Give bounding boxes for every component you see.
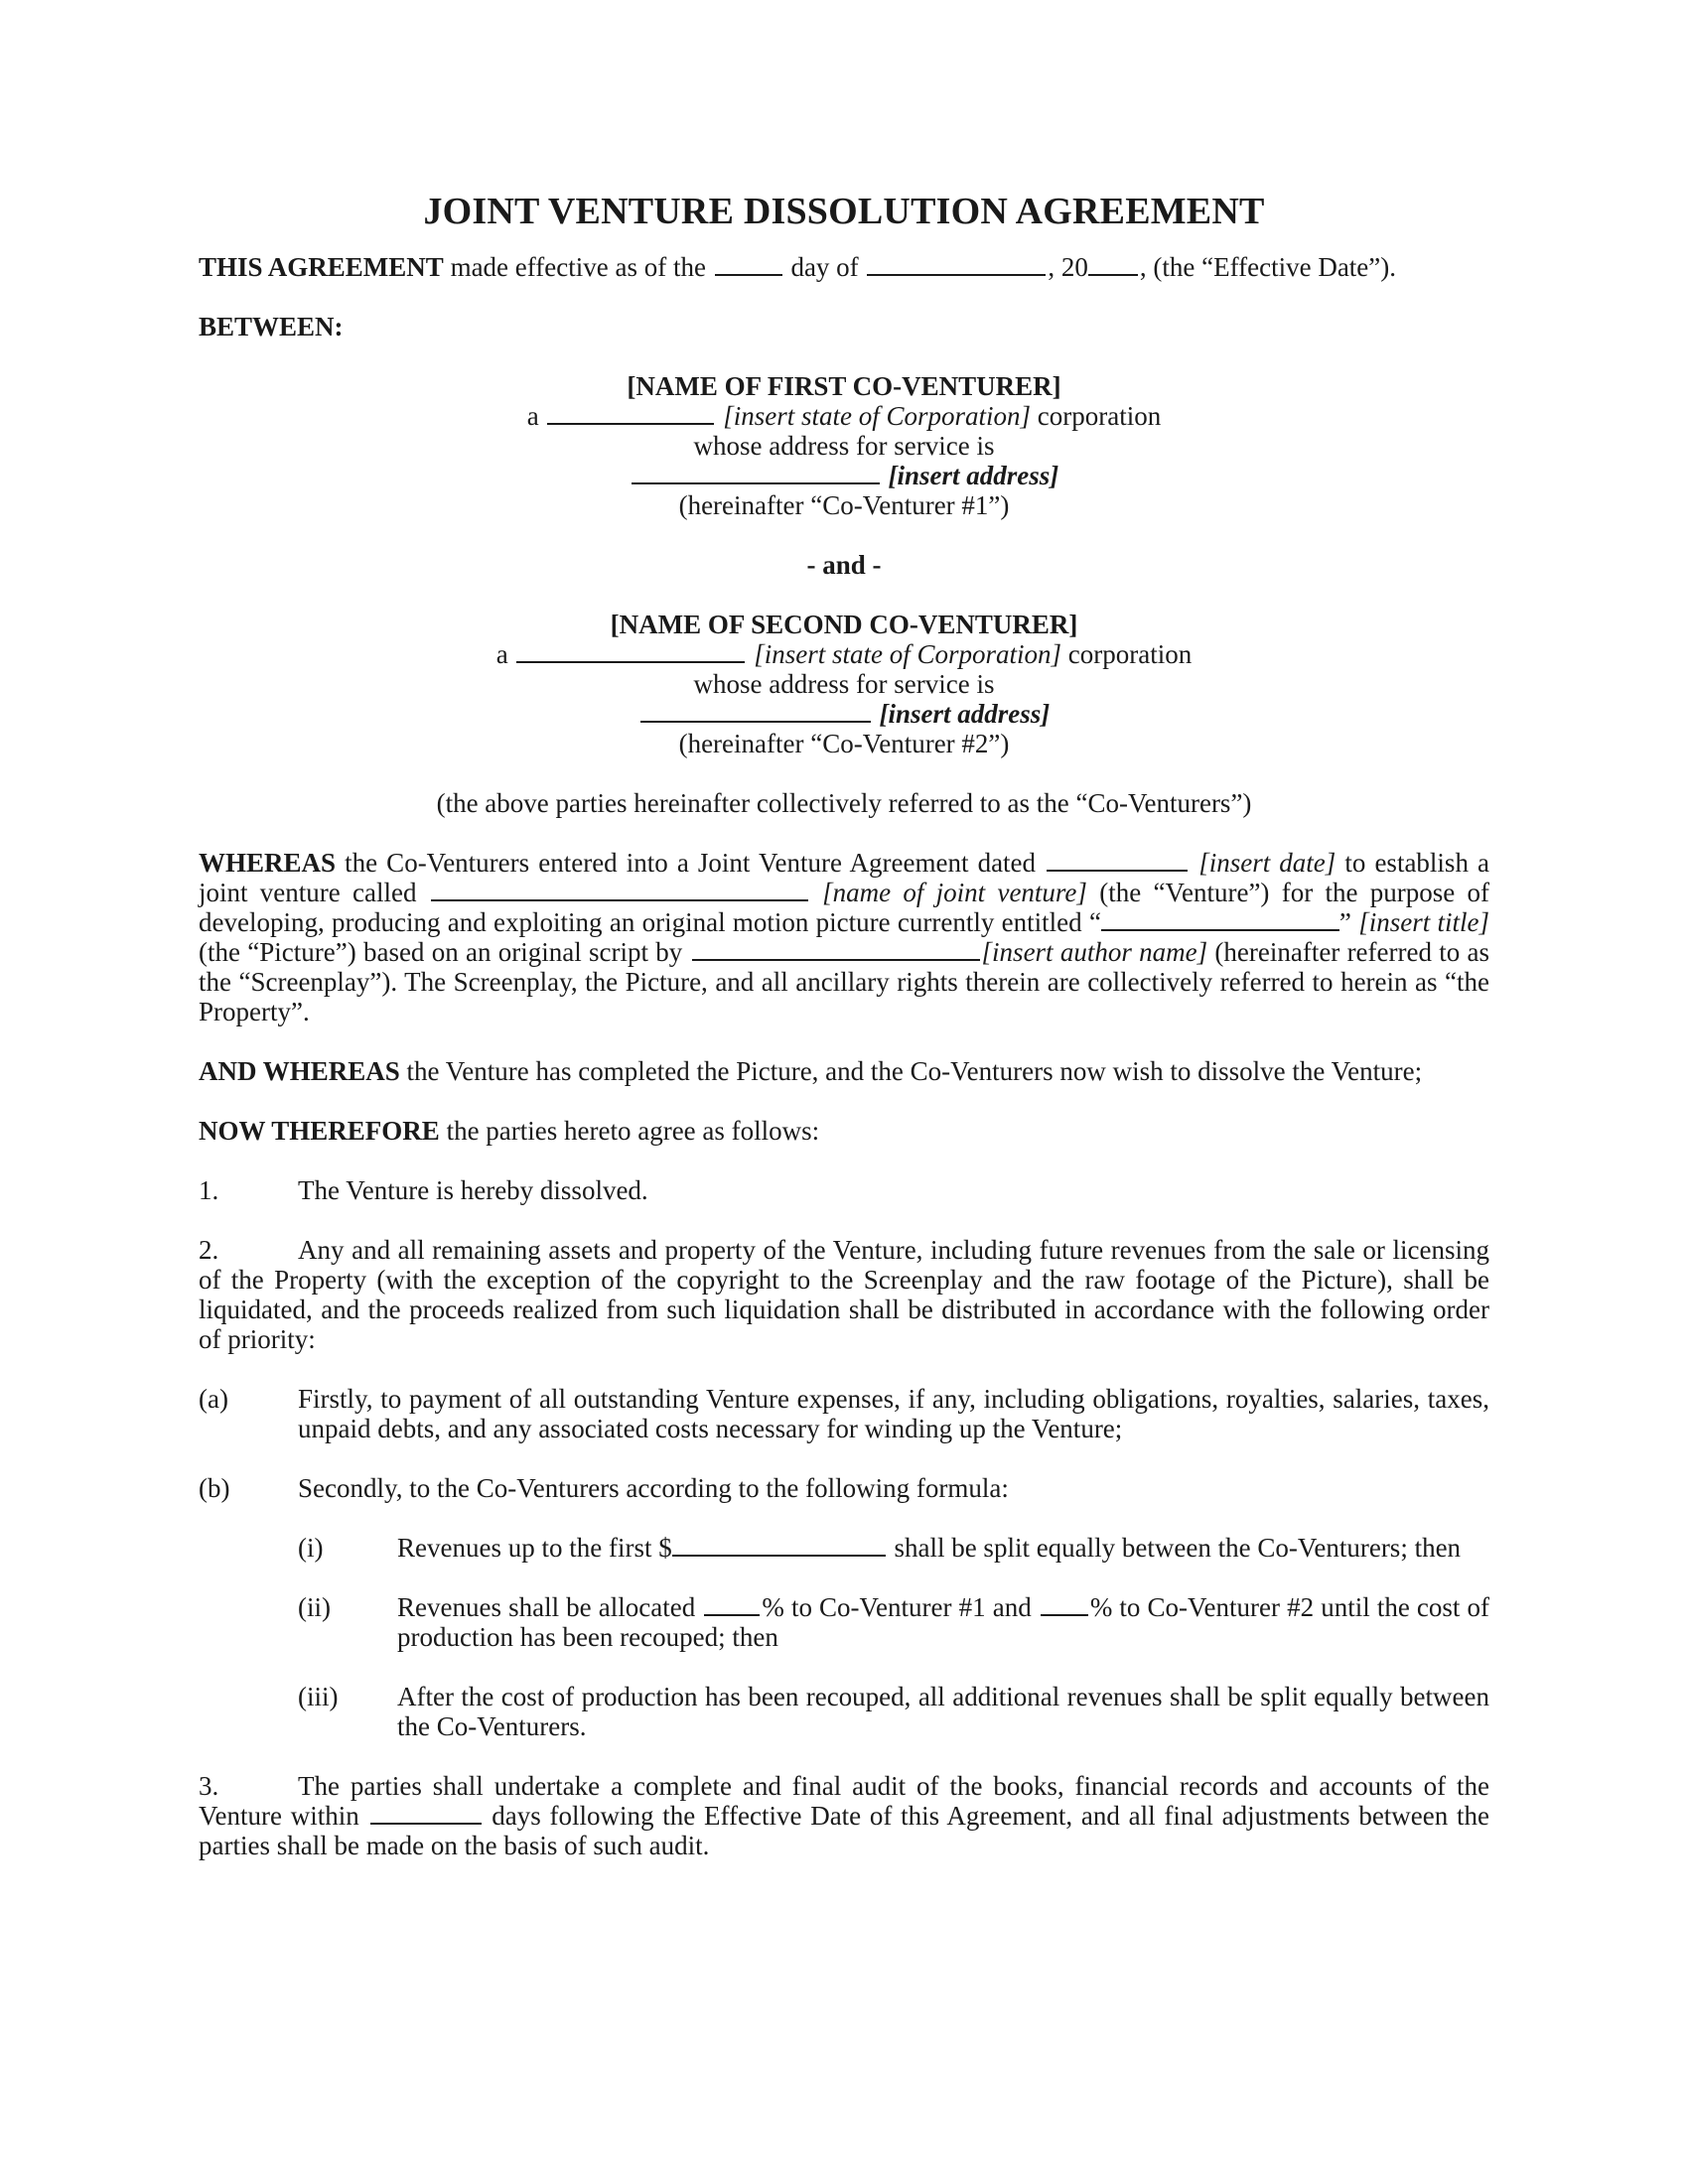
jv-name-blank[interactable]: [431, 878, 808, 901]
and-separator: - and -: [806, 550, 882, 580]
party-2-address-line: [199, 699, 1489, 729]
party-2-service: whose address for service is: [693, 669, 995, 699]
clause-2b-ii-t3: to Co-Venturer #2 until the cost of production has been recouped; then: [397, 1592, 1489, 1652]
party-2-address-hint: [insert address]: [879, 699, 1051, 729]
year-blank[interactable]: [1088, 252, 1138, 276]
open-quote: “: [1088, 907, 1101, 937]
clause-2b-number: (b): [199, 1473, 230, 1503]
party-1-address-line: [199, 461, 1489, 490]
clause-2a-number: (a): [199, 1384, 228, 1414]
close-quote: ”: [1338, 907, 1351, 937]
party-2-hereinafter: (hereinafter “Co-Venturer #2”): [678, 729, 1010, 758]
party-2-a: a: [495, 639, 508, 669]
document-page: [199, 189, 1489, 1890]
intro-comma: ,: [1048, 252, 1055, 282]
party-1-block: [199, 371, 1489, 520]
clause-2b-ii-number: (ii): [298, 1592, 331, 1622]
clause-2b-i-t2: shall be split equally between the Co-Venturers; then: [894, 1533, 1462, 1563]
first-amount-blank[interactable]: [672, 1533, 886, 1557]
clause-2a: [199, 1384, 1489, 1443]
party-1-state-line: [199, 401, 1489, 431]
date-hint: [insert date]: [1198, 848, 1336, 878]
now-therefore-lead: NOW THEREFORE: [199, 1116, 440, 1146]
clause-2b-i: [199, 1533, 1489, 1563]
document-title: JOINT VENTURE DISSOLUTION AGREEMENT: [423, 191, 1265, 232]
party-1-address-blank[interactable]: [632, 461, 880, 484]
clause-1: [199, 1175, 1489, 1205]
clause-3-t2: days following the Effective Date of this Agreement, and all final adjustments between the parties shall be made on the basis of such audit.: [199, 1801, 1490, 1860]
clause-2b-ii-t2: to Co-Venturer #1 and: [790, 1592, 1032, 1622]
whereas-2-text: the Venture has completed the Picture, and the Co-Venturers now wish to dissolve the Venture;: [406, 1056, 1423, 1086]
party-1-name: [NAME OF FIRST CO-VENTURER]: [627, 371, 1061, 401]
percent-2-blank[interactable]: [1041, 1592, 1088, 1616]
clause-3: [199, 1771, 1489, 1860]
percent-2-sign: %: [1089, 1592, 1113, 1622]
clause-2b-ii-text: [397, 1592, 1489, 1652]
clause-2: [199, 1235, 1489, 1354]
clause-1-number: 1.: [199, 1175, 219, 1205]
party-1-service: whose address for service is: [693, 431, 995, 461]
between-label: BETWEEN:: [199, 312, 344, 341]
clause-2b-text: Secondly, to the Co-Venturers according to the following formula:: [298, 1473, 1009, 1503]
whereas-1-t3: (the “Venture”) for the purpose of developing, producing and exploiting an original motion picture currently entitled: [199, 878, 1490, 937]
jv-name-hint: [name of joint venture]: [822, 878, 1087, 907]
whereas-2-lead: AND WHEREAS: [199, 1056, 400, 1086]
party-1-address-hint: [insert address]: [888, 461, 1059, 490]
author-blank[interactable]: [692, 937, 980, 961]
clause-2b-i-text: [397, 1533, 1489, 1563]
clause-2b-ii-t1: Revenues shall be allocated: [397, 1592, 696, 1622]
title-hint: [insert title]: [1358, 907, 1489, 937]
title-blank[interactable]: [1101, 907, 1339, 931]
intro-lead: THIS AGREEMENT: [199, 252, 444, 282]
now-therefore-paragraph: [199, 1116, 1489, 1146]
whereas-1-paragraph: [199, 848, 1489, 1026]
clause-2b-i-t1: Revenues up to the first $: [397, 1533, 672, 1563]
whereas-1-lead: WHEREAS: [199, 848, 337, 878]
author-hint: [insert author name]: [981, 937, 1208, 967]
intro-made: made effective as of the: [450, 252, 706, 282]
collective-definition: (the above parties hereinafter collectively referred to as the “Co-Venturers”): [436, 788, 1252, 818]
clause-2a-text: Firstly, to payment of all outstanding Venture expenses, if any, including obligations, royalties, salaries, taxes, unpaid debts, and any associated costs necessary for winding up the Venture;: [298, 1384, 1489, 1443]
clause-2b-i-number: (i): [298, 1533, 324, 1563]
party-2-state-blank[interactable]: [516, 639, 745, 663]
month-blank[interactable]: [867, 252, 1046, 276]
day-blank[interactable]: [715, 252, 782, 276]
party-1-hereinafter: (hereinafter “Co-Venturer #1”): [678, 490, 1010, 520]
whereas-1-t4: (the “Picture”) based on an original script by: [199, 937, 683, 967]
clause-2-text: Any and all remaining assets and property of the Venture, including future revenues from the sale or licensing of the Property (with the exception of the copyright to the Screenplay and the raw footage of the Picture), shall be liquidated, and the proceeds realized from such liquidation shall be distributed in accordance with the following order of priority:: [199, 1235, 1489, 1354]
clause-2b: [199, 1473, 1489, 1503]
intro-year-prefix: 20: [1060, 252, 1088, 282]
party-2-state-line: [199, 639, 1489, 669]
party-2-block: [199, 610, 1489, 758]
whereas-1-t5: (hereinafter referred to as the “Screenplay”). The Screenplay, the Picture, and all ancillary rights therein are collectively referred to herein as “the Property”.: [199, 937, 1490, 1026]
clause-2b-ii: [199, 1592, 1489, 1652]
party-2-corp: corporation: [1067, 639, 1193, 669]
clause-2b-iii: [199, 1682, 1489, 1741]
party-2-name: [NAME OF SECOND CO-VENTURER]: [610, 610, 1078, 639]
audit-days-blank[interactable]: [370, 1801, 482, 1825]
party-2-address-blank[interactable]: [640, 699, 871, 723]
now-therefore-text: the parties hereto agree as follows:: [446, 1116, 820, 1146]
intro-day-of: day of: [790, 252, 859, 282]
party-1-state-hint: [insert state of Corporation]: [723, 401, 1032, 431]
percent-1-blank[interactable]: [704, 1592, 760, 1616]
party-1-state-blank[interactable]: [547, 401, 714, 425]
clause-1-text: The Venture is hereby dissolved.: [298, 1175, 648, 1205]
clause-2b-iii-text: After the cost of production has been recouped, all additional revenues shall be split equally between the Co-Venturers.: [397, 1682, 1489, 1741]
intro-effective: , (the “Effective Date”).: [1139, 252, 1397, 282]
clause-2b-iii-number: (iii): [298, 1682, 339, 1711]
whereas-1-t2: to establish a joint venture called: [199, 848, 1490, 907]
party-2-state-hint: [insert state of Corporation]: [754, 639, 1062, 669]
intro-paragraph: [199, 252, 1489, 282]
whereas-2-paragraph: [199, 1056, 1489, 1086]
percent-1-sign: %: [762, 1592, 784, 1622]
party-1-a: a: [526, 401, 539, 431]
party-1-corp: corporation: [1037, 401, 1162, 431]
clause-3-t1: The parties shall undertake a complete and final audit of the books, financial records and accounts of the Venture within: [199, 1771, 1489, 1831]
jv-date-blank[interactable]: [1047, 848, 1188, 872]
whereas-1-t1: the Co-Venturers entered into a Joint Venture Agreement dated: [345, 848, 1037, 878]
clause-3-number: 3.: [199, 1771, 219, 1801]
clause-2-number: 2.: [199, 1235, 219, 1265]
